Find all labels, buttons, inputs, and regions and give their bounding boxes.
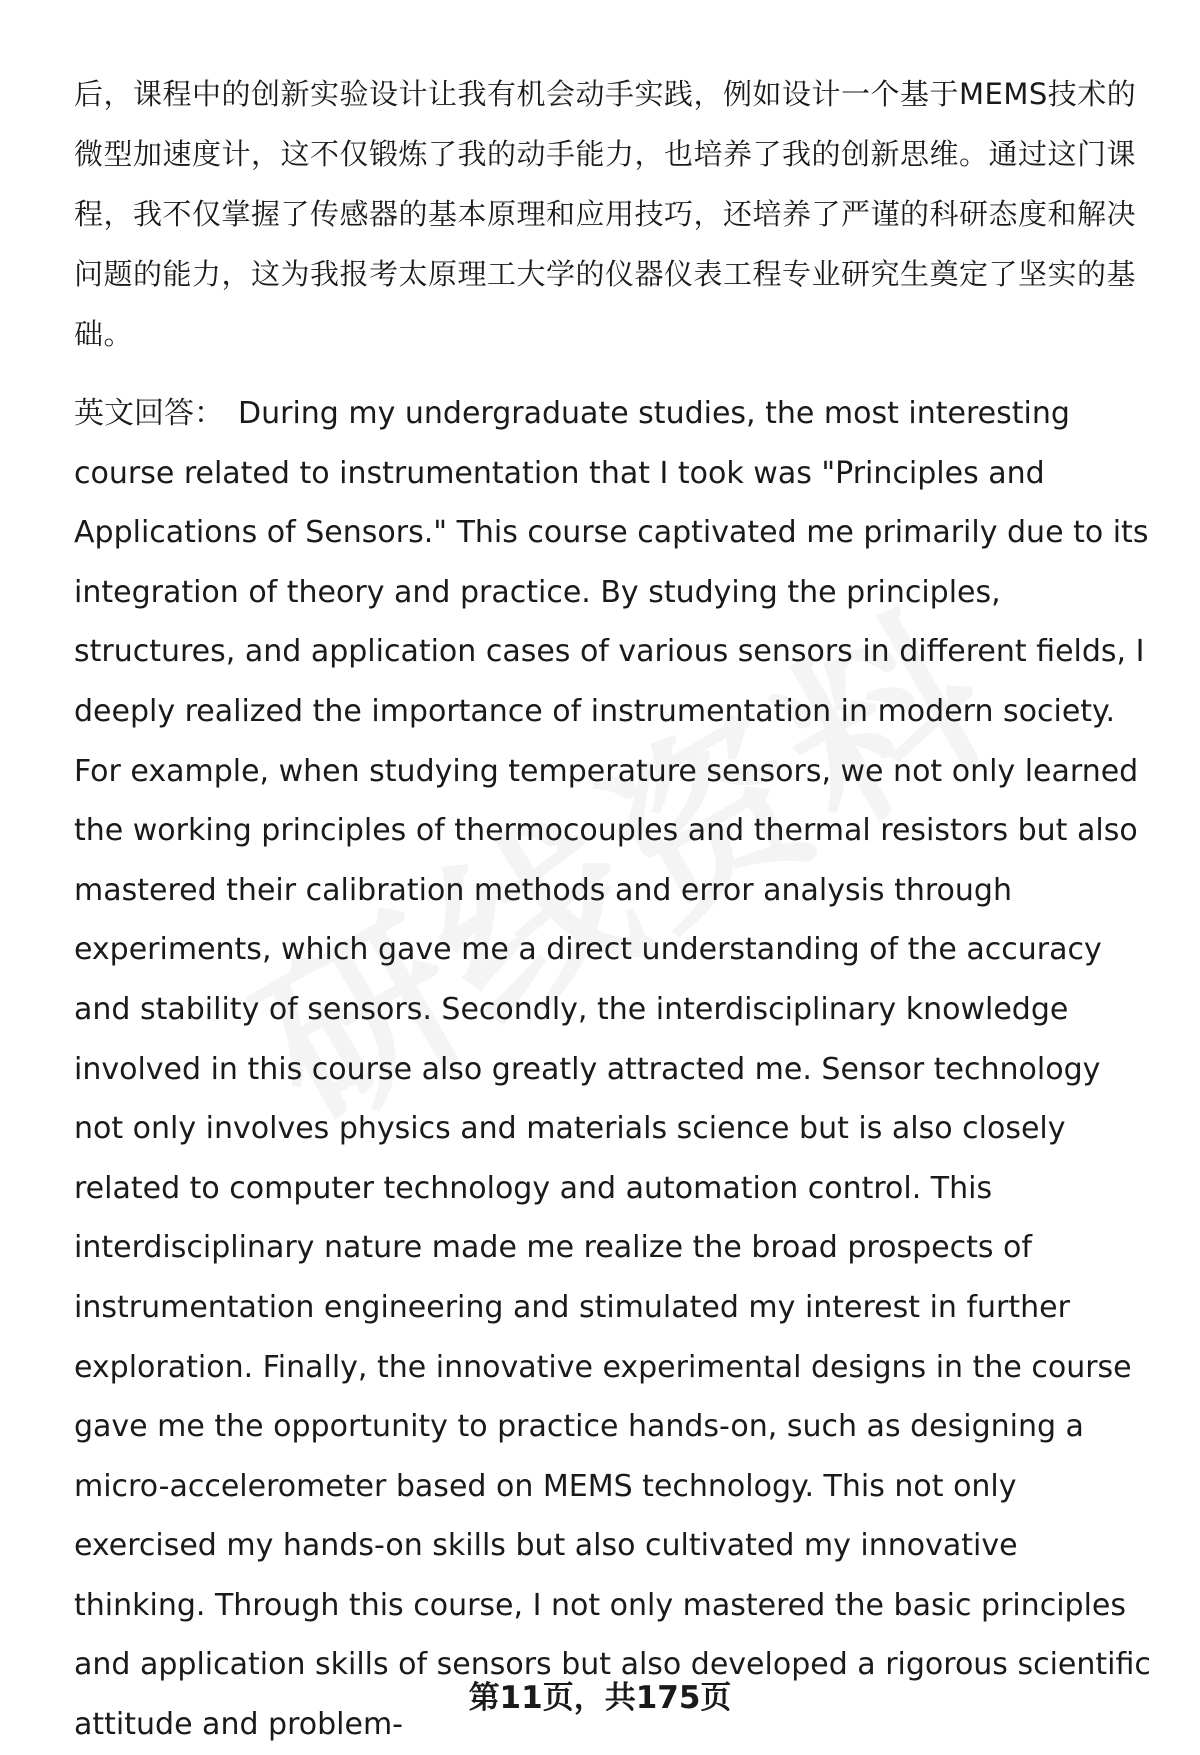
english-answer-text: During my undergraduate studies, the most interesting course related to instrumentation that I took was "Principles and Applications of Sensors." This course captivated me primarily due to its integration of theory and practice. By studying the principles, structures, and application cases of various sensors in different fields, I deeply realized the importance of instrumentation in modern society. For example, when studying temperature sensors, we not only learned the working principles of thermocouples and thermal resistors but also mastered their calibration methods and error analysis through experiments, which gave me a direct understanding of the accuracy and stability of sensors. Secondly, the interdisciplinary knowledge involved in this course also greatly attracted me. Sensor technology not only involves physics and materials science but is also closely related to computer technology and automation control. This interdisciplinary nature made me realize the broad prospects of instrumentation engineering and stimulated my interest in further exploration. Finally, the innovative experimental designs in the course gave me the opportunity to practice hands-on, such as designing a micro-accelerometer based on MEMS technology. This not only exercised my hands-on skills but also cultivated my innovative thinking. Through this course, I not only mastered the basic principles and application skills of sensors but also developed a rigorous scientific attitude and problem- (74, 396, 1151, 1743)
page-number-footer: 第11页，共175页 (468, 1680, 732, 1716)
english-answer-label: 英文回答： (74, 396, 224, 431)
chinese-answer-continuation: 后，课程中的创新实验设计让我有机会动手实践，例如设计一个基于MEMS技术的微型加速度计，这不仅锻炼了我的动手能力，也培养了我的创新思维。通过这门课程，我不仅掌握了传感器的基本原理和应用技巧，还培养了严谨的科研态度和解决问题的能力，这为我报考太原理工大学的仪器仪表工程专业研究生奠定了坚实的基础。 (74, 77, 1137, 351)
page-content (74, 64, 1154, 1755)
english-answer-paragraph (74, 384, 1154, 1755)
